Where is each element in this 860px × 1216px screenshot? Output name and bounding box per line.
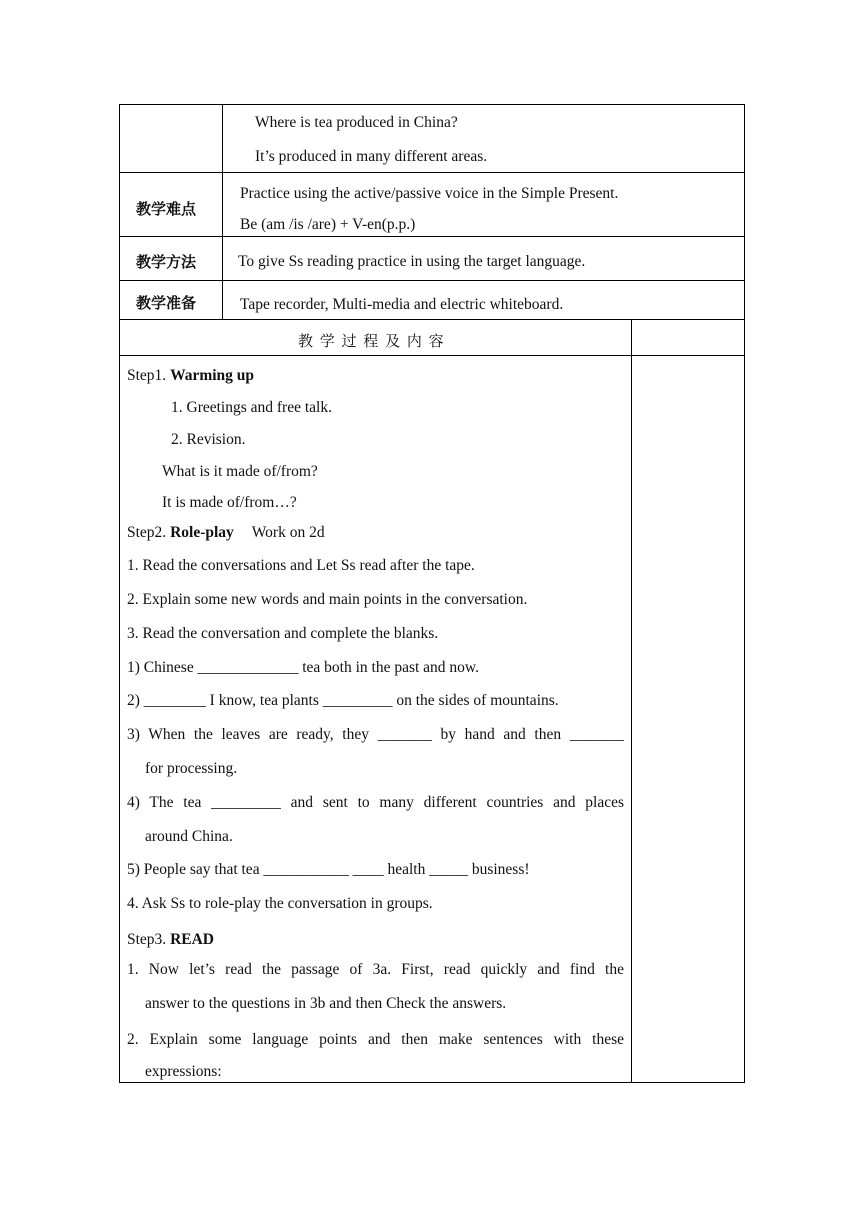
blank-5: 5) People say that tea ___________ ____ health _____ business!	[127, 861, 530, 878]
blank-1: 1) Chinese _____________ tea both in the past and now.	[127, 659, 479, 676]
step2-title: Role-play	[170, 524, 234, 541]
step3-prefix: Step3.	[127, 931, 171, 948]
blank-4-cont: around China.	[145, 828, 233, 845]
blank-3: 3) When the leaves are ready, they _______ by hand and then _______	[127, 726, 624, 743]
lesson-plan-table	[119, 104, 745, 1083]
process-notes-cell	[631, 355, 745, 1083]
prep-label: 教学准备	[136, 294, 197, 312]
step1-heading	[127, 368, 254, 384]
step2-item-3: 3. Read the conversation and complete the blanks.	[127, 625, 439, 642]
process-header-side-cell	[631, 319, 745, 356]
step1-item-2: 2. Revision.	[171, 431, 246, 448]
step3-item-2: 2. Explain some language points and then make sentences with these	[127, 1031, 624, 1048]
step3-heading	[127, 932, 214, 948]
difficulty-line-2: Be (am /is /are) + V-en(p.p.)	[240, 216, 416, 233]
prep-text: Tape recorder, Multi-media and electric whiteboard.	[240, 296, 564, 313]
step3-title: READ	[170, 931, 214, 948]
step2-item-4: 4. Ask Ss to role-play the conversation in groups.	[127, 895, 433, 912]
difficulty-label: 教学难点	[136, 200, 197, 218]
step1-answer: It is made of/from…?	[162, 494, 297, 511]
step3-item-1-cont: answer to the questions in 3b and then Check the answers.	[145, 995, 507, 1012]
step2-heading	[127, 525, 325, 541]
step1-item-1: 1. Greetings and free talk.	[171, 399, 332, 416]
produced-answer: It’s produced in many different areas.	[255, 148, 488, 165]
step3-item-2-cont: expressions:	[145, 1063, 222, 1080]
blank-3-cont: for processing.	[145, 760, 238, 777]
step1-title: Warming up	[170, 367, 255, 384]
step2-suffix: Work on 2d	[251, 524, 325, 541]
step1-question: What is it made of/from?	[162, 463, 318, 480]
method-label: 教学方法	[136, 253, 197, 271]
step2-prefix: Step2.	[127, 524, 171, 541]
step3-item-1: 1. Now let’s read the passage of 3a. First, read quickly and find the	[127, 961, 624, 978]
row-top-label-cell	[119, 104, 223, 173]
step1-prefix: Step1.	[127, 367, 171, 384]
blank-2: 2) ________ I know, tea plants _________ on the sides of mountains.	[127, 692, 559, 709]
process-header: 教 学 过 程 及 内 容	[298, 332, 445, 350]
blank-4: 4) The tea _________ and sent to many different countries and places	[127, 794, 624, 811]
method-text: To give Ss reading practice in using the target language.	[238, 253, 586, 270]
difficulty-line-1: Practice using the active/passive voice in the Simple Present.	[240, 185, 619, 202]
produced-question: Where is tea produced in China?	[255, 114, 458, 131]
step2-item-1: 1. Read the conversations and Let Ss read after the tape.	[127, 557, 475, 574]
step2-item-2: 2. Explain some new words and main points in the conversation.	[127, 591, 528, 608]
